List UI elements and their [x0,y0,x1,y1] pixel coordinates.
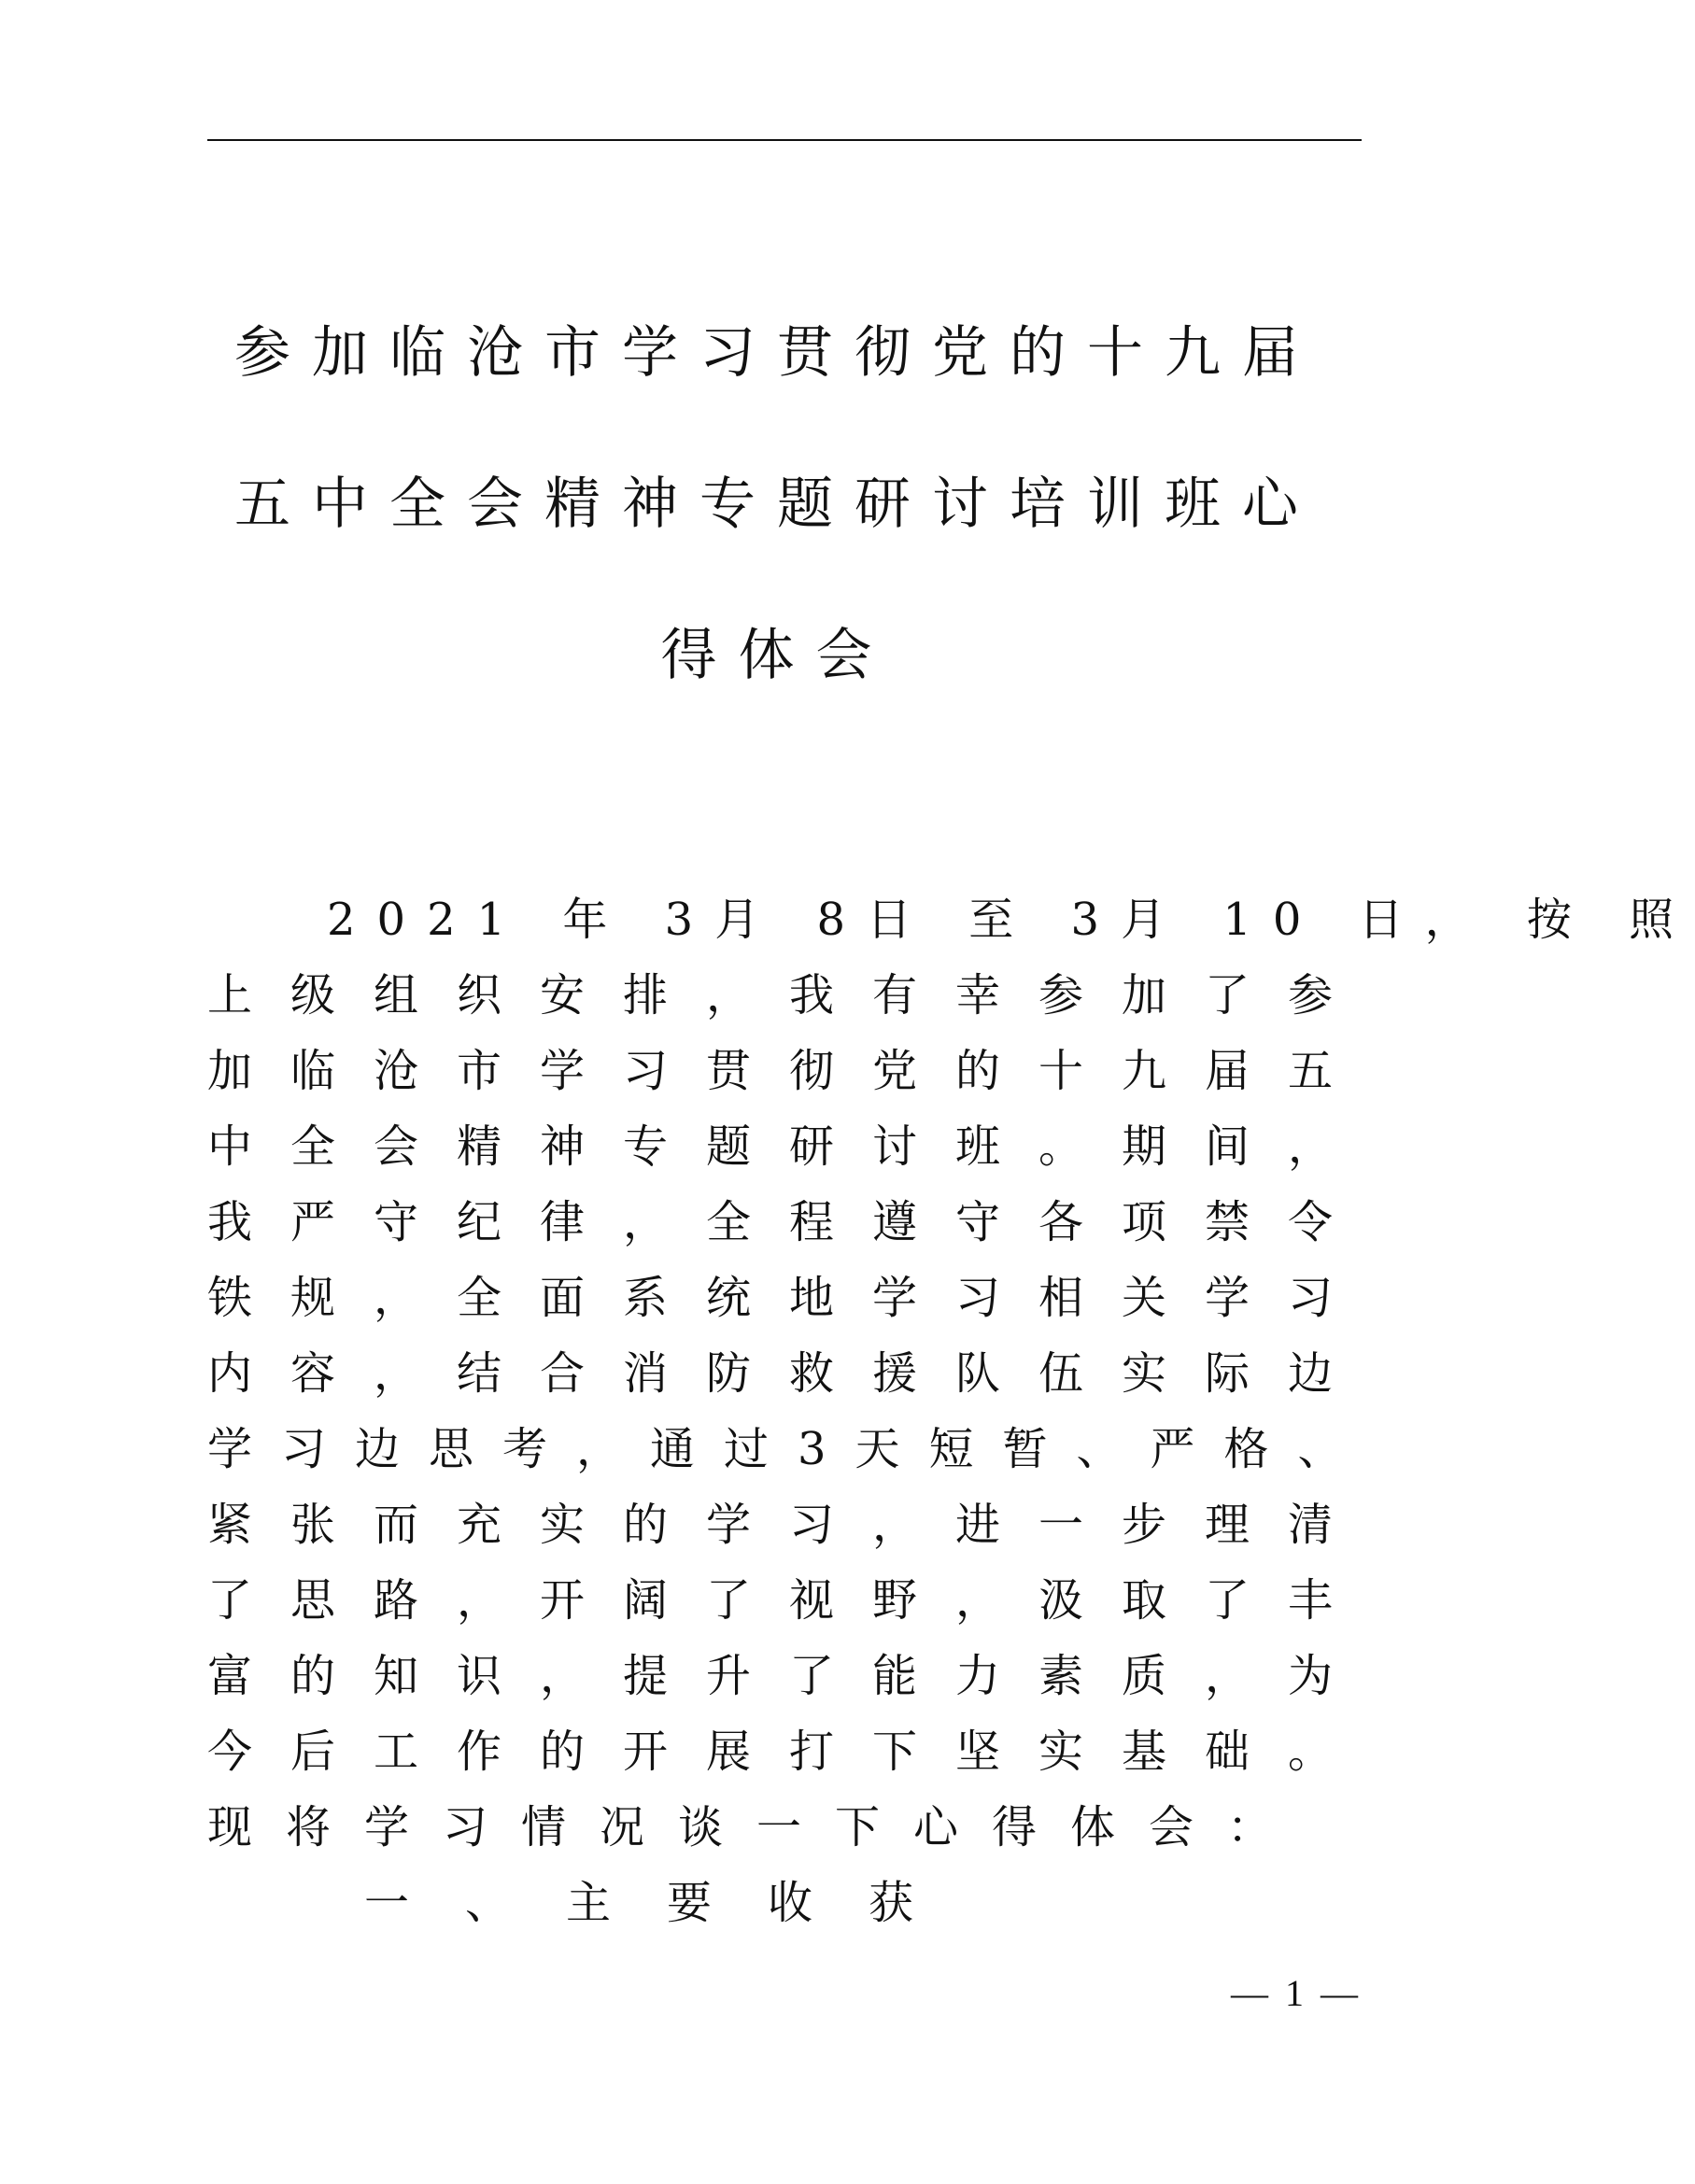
body-line-4: 中全会精神专题研讨班。期间， [207,1120,1372,1173]
body-line-1: 2021 年 3月 8日 至 3月 10 日， 按 照 [327,894,1695,946]
body-line-6: 铁规，全面系统地学习相关学习 [207,1272,1372,1324]
document-title-line-2: 五中全会精神专题研讨培训班心 [234,472,1320,537]
body-line-8: 学习边思考，通过3天短暂、严格、 [207,1423,1372,1475]
page-number: — 1 — [1231,1972,1362,2014]
body-line-5: 我严守纪律，全程遵守各项禁令 [207,1196,1372,1248]
document-title-line-1: 参加临沧市学习贯彻党的十九届 [234,320,1320,386]
body-line-12: 今后工作的开展打下坚实基础。 [207,1726,1372,1778]
body-line-9: 紧张而充实的学习，进一步理清 [207,1499,1372,1551]
body-line-10: 了思路，开阔了视野，汲取了丰 [207,1574,1372,1627]
body-line-13: 现将学习情况谈一下心得体会： [207,1801,1307,1853]
body-line-3: 加临沧市学习贯彻党的十九届五 [207,1045,1372,1097]
body-line-2: 上级组织安排，我有幸参加了参 [207,969,1372,1022]
section-heading: 一、主要收获 [364,1877,970,1929]
body-line-11: 富的知识，提升了能力素质，为 [207,1650,1372,1702]
header-rule [207,139,1362,141]
body-line-7: 内容，结合消防救援队伍实际边 [207,1347,1372,1400]
document-title-line-3: 得体会 [660,623,894,688]
